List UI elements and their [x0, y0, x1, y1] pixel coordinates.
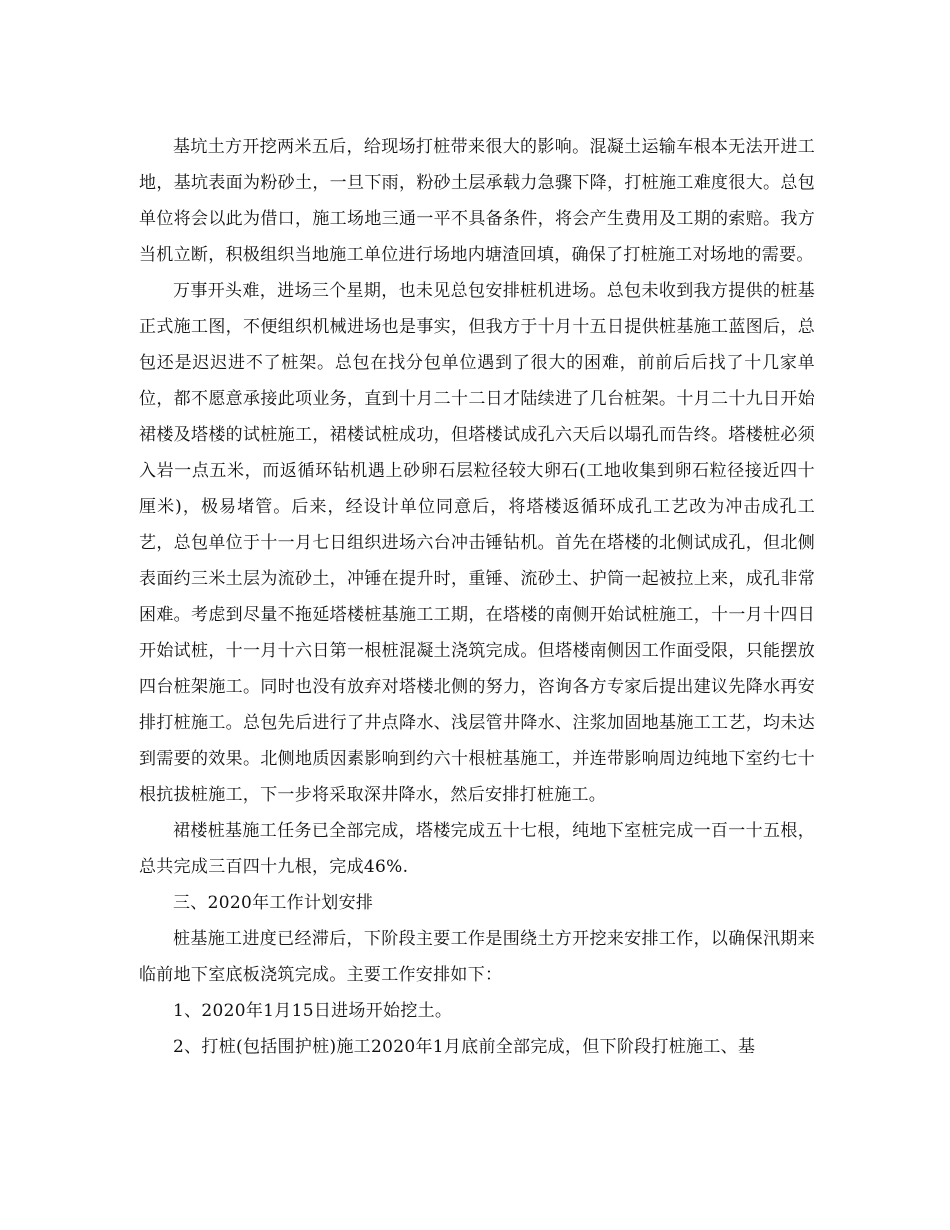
plan-item-2: 2、打桩(包括围护桩)施工2020年1月底前全部完成，但下阶段打桩施工、基: [173, 1037, 756, 1057]
section-heading-2020-plan: 三、2020年工作计划安排: [173, 893, 374, 913]
paragraph-pile-progress: 万事开头难，进场三个星期，也未见总包安排桩机进场。总包未收到我方提供的桩基正式施工图，不便组织机械进场也是事实，但我方于十月十五日提供桩基施工蓝图后，总包还是迟迟进不了桩架。总包在找分包单位遇到了很大的困难，前前后后找了十几家单位，都不愿意承接此项业务，直到十月二十二日才陆续进了几台桩架。十月二十九日开始裙楼及塔楼的试桩施工，裙楼试桩成功，但塔楼试成孔六天后以塌孔而告终。塔楼桩必须入岩一点五米，而返循环钻机遇上砂卵石层粒径较大卵石(工地收集到卵石粒径接近四十厘米)，极易堵管。后来，经设计单位同意后，将塔楼返循环成孔工艺改为冲击成孔工艺，总包单位于十一月七日组织进场六台冲击锤钻机。首先在塔楼的北侧试成孔，但北侧表面约三米土层为流砂土，冲锤在提升时，重锤、流砂土、护筒一起被拉上来，成孔非常困难。考虑到尽量不拖延塔楼桩基施工工期，在塔楼的南侧开始试桩施工，十一月十四日开始试桩，十一月十六日第一根桩混凝土浇筑完成。但塔楼南侧因工作面受限，只能摆放四台桩架施工。同时也没有放弃对塔楼北侧的努力，咨询各方专家后提出建议先降水再安排打桩施工。总包先后进行了井点降水、浅层管井降水、注浆加固地基施工工艺，均未达到需要的效果。北侧地质因素影响到约六十根桩基施工，并连带影响周边纯地下室约七十根抗拔桩施工，下一步将采取深井降水，然后安排打桩施工。: [139, 281, 815, 805]
paragraph-site-backfill: 基坑土方开挖两米五后，给现场打桩带来很大的影响。混凝土运输车根本无法开进工地，基坑表面为粉砂土，一旦下雨，粉砂土层承载力急骤下降，打桩施工难度很大。总包单位将会以此为借口，施工场地三通一平不具备条件，将会产生费用及工期的索赔。我方当机立断，积极组织当地施工单位进行场地内塘渣回填，确保了打桩施工对场地的需要。: [139, 137, 815, 265]
document-body: [139, 129, 815, 1065]
plan-item-1: 1、2020年1月15日进场开始挖土。: [173, 1001, 453, 1021]
paragraph-completion-summary: 裙楼桩基施工任务已全部完成，塔楼完成五十七根，纯地下室桩完成一百一十五根，总共完成三百四十九根，完成46%.: [139, 821, 815, 877]
paragraph-plan-intro: 桩基施工进度已经滞后，下阶段主要工作是围绕土方开挖来安排工作，以确保汛期来临前地下室底板浇筑完成。主要工作安排如下：: [139, 929, 815, 985]
